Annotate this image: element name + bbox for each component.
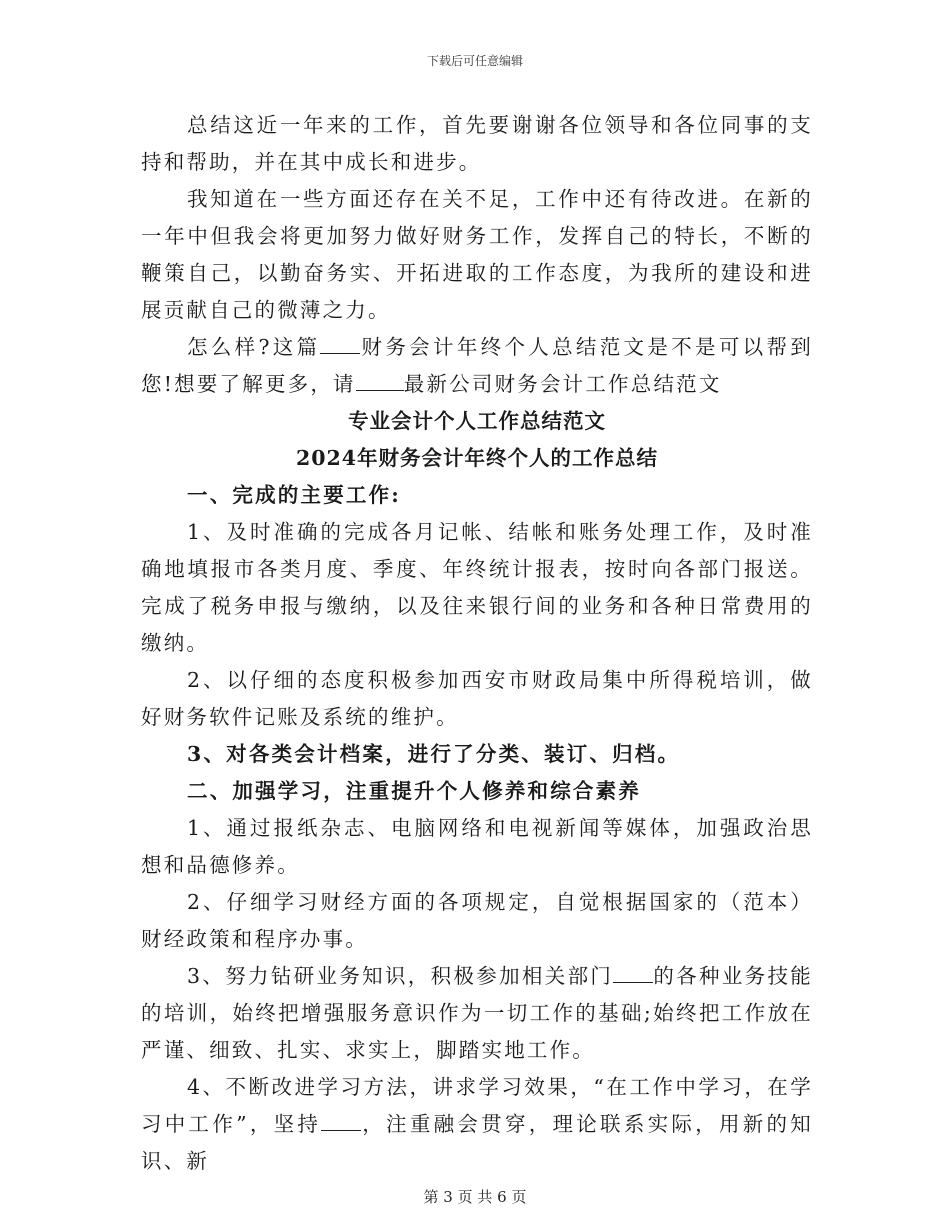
promo-text-1: 怎么样?这篇 xyxy=(187,335,321,359)
document-body xyxy=(141,107,813,1180)
page-header: 下载后可任意编辑 xyxy=(426,54,523,68)
section1-item2: 2、以仔细的态度积极参加西安市财政局集中所得税培训，做好财务软件记账及系统的维护。 xyxy=(141,668,813,729)
section1-heading: 一、完成的主要工作: xyxy=(187,483,402,507)
page-footer: 第 3 页 共 6 页 xyxy=(423,1188,527,1206)
doc-title-2: 2024年财务会计年终个人的工作总结 xyxy=(295,446,659,470)
item4-text-1: 4、不断改进学习方法，讲求学习效果，“在工作中学习，在学习中工作”，坚持 xyxy=(141,1075,813,1136)
item3-text-2: 的各种业务技能的培训，始终把增强服务意识作为一切工作的基础;始终把工作放在严谨、细致、扎实、求实上，脚踏实地工作。 xyxy=(141,964,813,1062)
fill-blank xyxy=(613,960,653,983)
section2-item4 xyxy=(141,1069,813,1180)
section2-item3 xyxy=(141,958,813,1069)
fill-blank xyxy=(356,368,404,391)
doc-title-1: 专业会计个人工作总结范文 xyxy=(348,409,606,433)
section1-item1: 1、及时准确的完成各月记帐、结帐和账务处理工作，及时准确地填报市各类月度、季度、年终统计报表，按时向各部门报送。完成了税务申报与缴纳，以及往来银行间的业务和各种日常费用的缴纳。 xyxy=(141,520,813,655)
item3-text-1: 3、努力钻研业务知识，积极参加相关部门 xyxy=(187,964,614,988)
section2-heading: 二、加强学习，注重提升个人修养和综合素养 xyxy=(187,779,641,803)
paragraph-promo xyxy=(141,329,813,403)
section1-item3: 3、对各类会计档案，进行了分类、装订、归档。 xyxy=(187,742,681,766)
paragraph-thanks: 总结这近一年来的工作，首先要谢谢各位领导和各位同事的支持和帮助，并在其中成长和进步。 xyxy=(141,113,813,174)
fill-blank xyxy=(320,331,360,354)
promo-text-3: 最新公司财务会计工作总结范文 xyxy=(403,372,722,396)
promo-text-2: 财务会计年终个人总结范文是不是可以帮到您!想要了解更多，请 xyxy=(141,335,813,396)
paragraph-improvement: 我知道在一些方面还存在关不足，工作中还有待改进。在新的一年中但我会将更加努力做好财务工作，发挥自己的特长，不断的鞭策自己，以勤奋务实、开拓进取的工作态度，为我所的建设和进展贡献自己的微薄之力。 xyxy=(141,187,813,322)
item4-text-2: ，注重融会贯穿，理论联系实际，用新的知识、新 xyxy=(141,1112,813,1173)
section2-item2: 2、仔细学习财经方面的各项规定，自觉根据国家的（范本）财经政策和程序办事。 xyxy=(141,890,813,951)
fill-blank xyxy=(321,1108,361,1131)
section2-item1: 1、通过报纸杂志、电脑网络和电视新闻等媒体，加强政治思想和品德修养。 xyxy=(141,816,813,877)
